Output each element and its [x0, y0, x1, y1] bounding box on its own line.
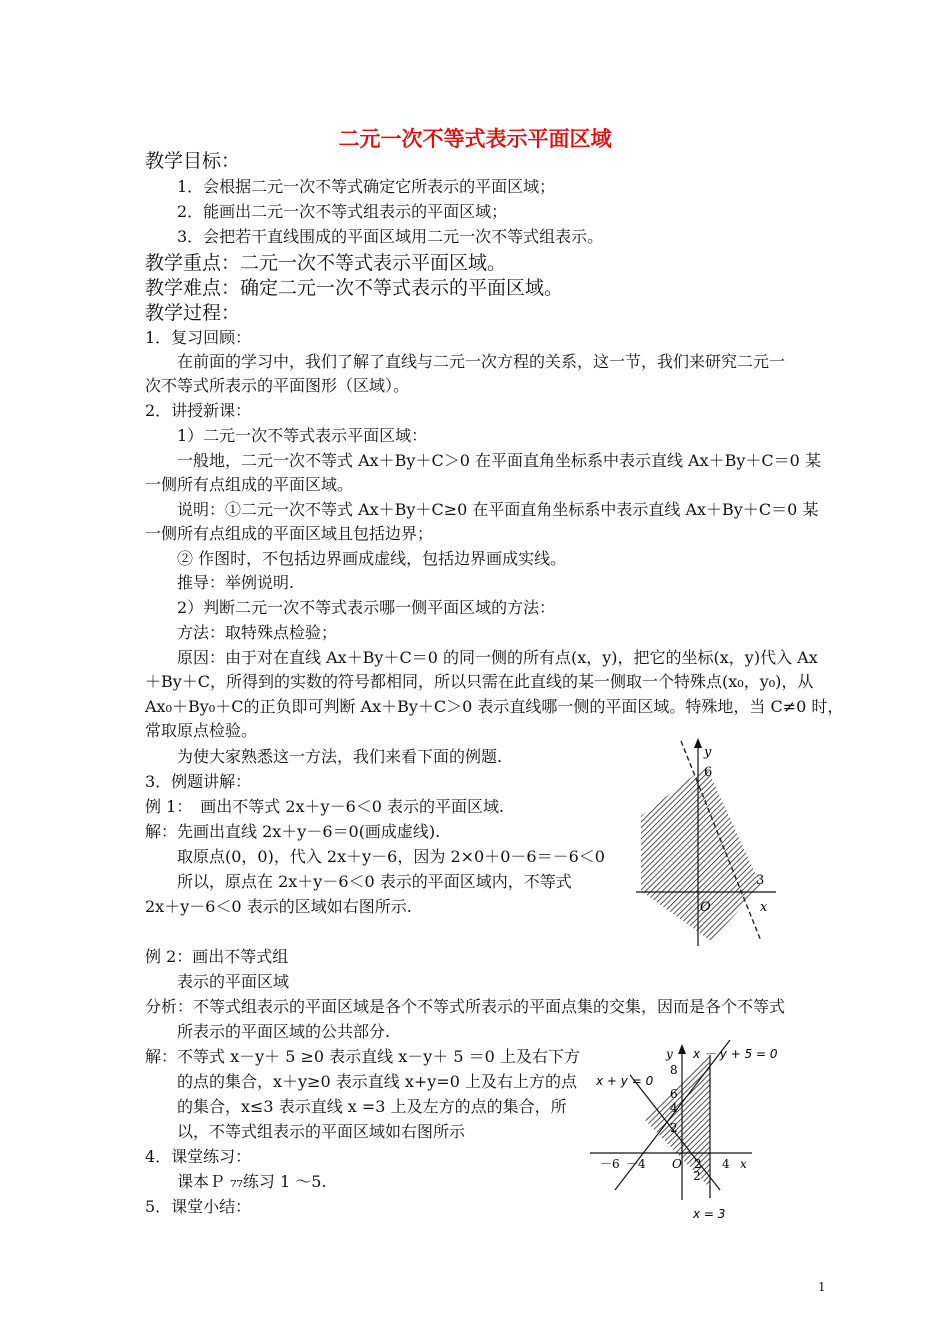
paragraph-line: 说明：①二元一次不等式 Ax＋By＋C≥0 在平面直角坐标系中表示直线 Ax＋By＋C＝0 某 — [177, 500, 819, 519]
objective-item: 1．会根据二元一次不等式确定它所表示的平面区域； — [177, 177, 556, 196]
paragraph-line: 课本Ｐ ₇₇练习 1 ～5. — [177, 1172, 327, 1191]
step-heading: 1．复习回顾： — [145, 328, 252, 347]
y-tick-label: 4 — [670, 1101, 678, 1115]
paragraph-line: 方法：取特殊点检验； — [177, 623, 338, 642]
key-point: 教学重点：二元一次不等式表示平面区域。 — [145, 252, 507, 274]
example-line: 2x＋y－6＜0 表示的区域如右图所示. — [145, 897, 412, 916]
y-tick-label: 2 — [693, 1169, 701, 1183]
origin-label: O — [700, 900, 711, 915]
label-line-a: x － y + 5 = 0 — [693, 1047, 778, 1061]
paragraph-line: ② 作图时，不包括边界画成虚线，包括边界画成实线。 — [177, 549, 567, 568]
example-line: 例 1： 画出不等式 2x＋y－6＜0 表示的平面区域. — [145, 797, 505, 816]
paragraph-line: 常取原点检验。 — [145, 721, 258, 740]
example-line: 表示的平面区域 — [177, 972, 290, 991]
example-line: 所以，原点在 2x＋y－6＜0 表示的平面区域内，不等式 — [177, 872, 572, 891]
paragraph-line: 为使大家熟悉这一方法，我们来看下面的例题. — [177, 747, 503, 766]
subheading: 2）判断二元一次不等式表示哪一侧平面区域的方法： — [177, 598, 556, 617]
page-number: 1 — [818, 1280, 826, 1294]
label-line-c: x = 3 — [693, 1207, 726, 1221]
section-heading: 教学目标： — [145, 150, 241, 172]
label-line-b: x + y = 0 — [596, 1074, 654, 1088]
step-heading: 4．课堂练习： — [145, 1147, 252, 1166]
page-title: 二元一次不等式表示平面区域 — [338, 127, 612, 151]
y-tick-label: 6 — [670, 1087, 678, 1101]
y-tick-label: 6 — [704, 765, 713, 780]
solution-line: 解：不等式 x－y＋ 5 ≥0 表示直线 x－y＋ 5 ＝0 上及右下方 — [145, 1047, 580, 1066]
step-heading: 5．课堂小结： — [145, 1197, 252, 1216]
paragraph-line: 分析：不等式组表示的平面区域是各个不等式所表示的平面点集的交集，因而是各个不等式 — [145, 997, 786, 1016]
subheading: 1）二元一次不等式表示平面区域： — [177, 426, 428, 445]
difficulty: 教学难点：确定二元一次不等式表示的平面区域。 — [145, 277, 564, 299]
y-axis-label: y — [704, 745, 712, 760]
section-heading: 教学过程： — [145, 302, 241, 324]
x-tick-label: 3 — [756, 873, 765, 888]
paragraph-line: 次不等式所表示的平面图形（区域）。 — [145, 376, 410, 395]
objective-item: 2．能画出二元一次不等式组表示的平面区域； — [177, 202, 508, 221]
figure-example1 — [636, 736, 786, 946]
paragraph-line: Ax₀＋By₀＋C的正负即可判断 Ax＋By＋C＞0 表示直线哪一侧的平面区域。特殊地，当 C≠0 时， — [145, 697, 844, 716]
paragraph-line: 原因：由于对在直线 Ax＋By＋C＝0 的同一侧的所有点(x，y)，把它的坐标(x，y)代入 Ax — [177, 648, 818, 667]
y-arrow-icon — [678, 1044, 686, 1054]
x-axis-label: x — [760, 900, 768, 915]
paragraph-line: 所表示的平面区域的公共部分. — [177, 1022, 391, 1041]
x-tick-label: －6 — [600, 1157, 620, 1171]
step-heading: 2．讲授新课： — [145, 401, 252, 420]
objective-item: 3．会把若干直线围成的平面区域用二元一次不等式组表示。 — [177, 227, 604, 246]
paragraph-line: 一侧所有点组成的平面区域且包括边界； — [145, 524, 434, 543]
step-heading: 3．例题讲解： — [145, 772, 252, 791]
solution-line: 以，不等式组表示的平面区域如右图所示 — [177, 1122, 466, 1141]
solution-line: 的集合，x≤3 表示直线 x =3 上及左方的点的集合，所 — [177, 1097, 567, 1116]
example-line: 例 2：画出不等式组 — [145, 947, 289, 966]
x-axis-label: x — [740, 1157, 747, 1171]
paragraph-line: ＋By＋C，所得到的实数的符号都相同，所以只需在此直线的某一侧取一个特殊点(x₀，y₀)，从 — [145, 672, 814, 691]
x-tick-label: －4 — [626, 1157, 646, 1171]
paragraph-line: 一般地，二元一次不等式 Ax＋By＋C＞0 在平面直角坐标系中表示直线 Ax＋By＋C＝0 某 — [177, 451, 821, 470]
figure-example2 — [590, 1040, 790, 1228]
example-line: 取原点(0，0)，代入 2x＋y－6，因为 2×0＋0－6＝－6＜0 — [177, 847, 605, 866]
x-tick-label: 2 — [694, 1157, 702, 1171]
y-arrow-icon — [694, 738, 702, 748]
solution-line: 的点的集合，x＋y≥0 表示直线 x+y=0 上及右上方的点 — [177, 1072, 577, 1091]
y-axis-label: y — [666, 1047, 673, 1061]
paragraph-line: 在前面的学习中，我们了解了直线与二元一次方程的关系，这一节，我们来研究二元一 — [177, 352, 786, 371]
paragraph-line: 一侧所有点组成的平面区域。 — [145, 475, 354, 494]
y-tick-label: 8 — [670, 1063, 678, 1077]
origin-label: O — [672, 1157, 682, 1171]
x-tick-label: 4 — [722, 1157, 730, 1171]
example-line: 解：先画出直线 2x＋y－6＝0(画成虚线). — [145, 822, 441, 841]
paragraph-line: 推导：举例说明. — [177, 573, 295, 592]
y-tick-label: 2 — [670, 1121, 678, 1135]
